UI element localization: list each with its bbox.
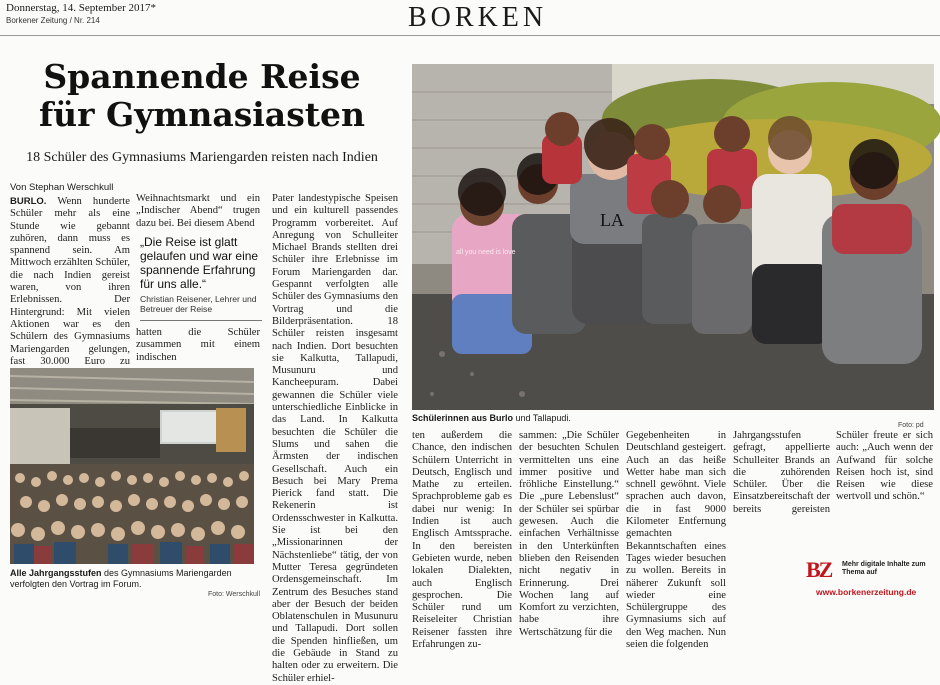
forum-caption-bold: Alle Jahrgangsstufen [10,568,102,578]
column-2-top-text: Weihnachtsmarkt und ein „Indischer Abend“ trugen dazu bei. Bei diesem Abend [136,193,260,229]
headline-line-2: für Gymnasiasten [38,95,366,134]
quote-divider [140,320,262,321]
publication-date: Donnerstag, 14. September 2017* [6,2,156,14]
section-title: BORKEN [408,2,548,33]
promo-text: Mehr digitale Inhalte zum Thema auf [842,561,926,576]
forum-photo-image [10,368,254,564]
main-photo [412,64,934,410]
article-headline [10,58,394,134]
issue-number: Borkener Zeitung / Nr. 214 [6,16,100,25]
shirt-print-2: all you need is love [456,249,516,256]
column-2-bottom-text: hatten die Schüler zusammen mit einem indischen [136,327,260,363]
forum-caption-rest: des Gymnasiums Mariengarden verfolgten den Vortrag im Forum. [10,568,232,589]
forum-photo-caption [10,568,254,590]
article-column-5: sammen: „Die Schüler der besuchten Schulen vermittelten uns eine immer positive und fröhliche Einstellung.“ Die „pure Lebenslust“ der Schüler sei spürbar gewesen. Auch die einfachen Verhältnisse in den Unterkünften blieben den Reisenden nicht negativ in Erinnerung. Drei Wochen lang auf Komfort zu verzichten, habe ihre Wertschätzung für die [519,430,619,638]
article-column-7: Jahrgangsstufen gefragt, appellierte Schulleiter Brands an die zuhörenden Schüler. Über die Einsatzbereitschaft der bereits gereisten Schüler freute er sich auch: „Auch wenn der Aufwand für solche Reisen hoch ist, sind Reisen wie diese wertvoll und schön.“ [733,430,933,515]
main-photo-credit: Foto: pd [898,422,924,429]
quote-attribution: Christian Reisener, Lehrer und Betreuer der Reise [140,294,257,314]
header-divider [0,35,940,36]
article-column-3: Pater landestypische Speisen und ein kulturell passendes Programm vorbereitet. Auf Anregung von Schulleiter Michael Brands stellten drei Schüler ihre Erlebnisse im Forum Mariengarden dar. Gespannt verfolgten alle Schüler des Gymnasiums den Vortrag und die Bilderpräsentation. 18 Schüler reisten insgesamt nach Indien. Dort besuchten sie Kalkutta, Tallapudi, Musunuru und Kancheepuram. Dabei gewannen die Schüler viele unterschiedliche Einblicke in das Land. In Kalkutta besuchten die Schüler die Slums und sahen die Ärmsten der indischen Gesellschaft. Auch ein Besuch bei Mary Prema Pierick fand statt. Die Rekenerin ist Ordensschwester in Kalkutta. Sie ist bei den „Missionarinnen der Nächstenliebe“ tätig, der von Mutter Teresa gegründeten Ordensgemeinschaft. Im Zentrum des Besuches stand aber der Besuch der beiden Oblatenschulen in Musunuru und Tallapudi. Dort sollen die Spenden hinfließen, um die Gebäude in Stand zu halten oder zu erweitern. Die Schüler erhiel- [272,193,398,684]
headline-line-1: Spannende Reise [43,57,361,96]
article-subheadline: 18 Schüler des Gymnasiums Mariengarden reisten nach Indien [26,150,378,165]
promo-box[interactable] [806,555,934,601]
main-photo-image [412,64,934,410]
main-caption-rest: und Tallapudi. [513,413,571,423]
main-caption-bold: Schülerinnen aus Burlo [412,413,514,423]
promo-url-link[interactable]: www.borkenerzeitung.de [816,587,917,597]
borkener-zeitung-logo: BZ [806,557,832,582]
forum-photo-credit: Foto: Werschkull [208,591,260,598]
main-photo-caption [412,413,812,424]
forum-photo [10,368,254,564]
article-column-6: Gegebenheiten in Deutschland gesteigert. Auch an das heiße Wetter habe man sich schnell gewöhnt. Viele sprachen auch davon, die in fast 9000 Kilometer Entfernung gemachten Bekanntschaften eines Tages wieder besuchen zu wollen. Bereits in näherer Zukunft soll wieder eine Schülergruppe des Gymnasiums sich auf den Weg machen. Nun seien die folgenden [626,430,726,651]
shirt-print: LA [600,210,624,230]
article-author: Von Stephan Werschkull [10,182,114,193]
article-column-1 [10,196,130,367]
dateline: BURLO. [10,196,47,207]
column-1-text: Wenn hunderte Schüler mehr als eine Stunde wie gebannt zuhören, dann muss es spannend sein. Am Mittwoch erzählten Schüler, die nach Indien gereist waren, von ihren Erlebnissen. Der Hintergrund: Mit vielen Aktionen war es den Schülern des Gymnasiums Mariengarden gelungen, fast 30.000 Euro zu [10,196,130,367]
pull-quote: „Die Reise ist glatt gelaufen und war eine spannende Erfahrung für uns alle.“ [140,235,259,291]
article-column-4: ten außerdem die Chance, den indischen Schülern Unterricht in Deutsch, Englisch und Mathe zu erteilen. Sprachprobleme gab es dabei nur wenig: In Indien ist auch Englisch Amtssprache. In den bereisten Gebieten wurde, neben lokalen Dialekten, auch Englisch gesprochen. Die Schüler rund um Reiseleiter Christian Reisener fassten ihre Erfahrungen zu- [412,430,512,651]
